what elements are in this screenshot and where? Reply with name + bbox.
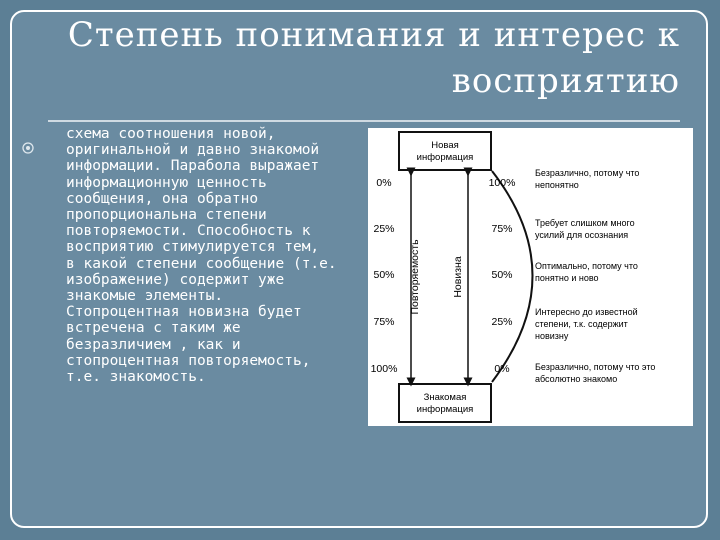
left-tick-label: 25% [373, 223, 395, 235]
left-tick-label: 0% [376, 177, 392, 189]
right-axis-label: Новизна [452, 256, 464, 298]
body-line: информационную ценность [66, 174, 267, 191]
diagram-note-line: Интересно до известной [535, 307, 638, 317]
diagram-note-line: новизну [535, 331, 569, 341]
diagram [368, 128, 693, 426]
left-tick-label: 100% [370, 363, 398, 375]
body-line: сообщения, она обратно [66, 190, 259, 207]
top-box-line-1: Новая [431, 140, 459, 151]
bottom-box-line-1: Знакомая [423, 392, 467, 403]
right-tick-label: 50% [491, 269, 513, 281]
body-line: т.е. знакомость. [66, 369, 206, 386]
left-tick-label: 75% [373, 316, 395, 328]
right-tick-label: 0% [494, 363, 510, 375]
body-text [66, 126, 378, 385]
body-line: повторяемости. Способность к [66, 223, 311, 240]
diagram-note-line: абсолютно знакомо [535, 374, 618, 384]
diagram-note-line: Требует слишком много [535, 218, 635, 228]
top-box-line-2: информация [416, 152, 474, 163]
body-line: изображение) содержит уже [66, 271, 285, 288]
diagram-note-line: Безразлично, потому что это [535, 362, 656, 372]
left-axis-label: Повторяемость [409, 239, 421, 315]
diagram-note-line: понятно и ново [535, 273, 599, 283]
body-line: пропорциональна степени [66, 207, 267, 224]
body-line: стопроцентная повторяемость, [66, 352, 311, 369]
diagram-svg [368, 128, 693, 426]
bottom-box-line-2: информация [416, 404, 474, 415]
body-line: восприятию стимулируется тем, [66, 239, 320, 256]
title-divider [48, 120, 680, 122]
body-line: безразличием , как и [66, 336, 241, 353]
diagram-note-line: Безразлично, потому что [535, 168, 640, 178]
diagram-note-line: усилий для осознания [535, 230, 629, 240]
diagram-note-line: Оптимально, потому что [535, 261, 638, 271]
right-tick-label: 75% [491, 223, 513, 235]
right-tick-label: 25% [491, 316, 513, 328]
body-line: Стопроцентная новизна будет [66, 304, 302, 321]
diagram-note-line: непонятно [535, 180, 579, 190]
title-line-1: Степень понимания и интерес к [67, 15, 680, 55]
top-box [399, 132, 491, 170]
bullet-icon [20, 140, 36, 156]
body-line: оригинальной и давно знакомой [66, 142, 320, 159]
right-tick-label: 100% [488, 177, 516, 189]
slide-title [60, 12, 680, 104]
body-line: схема соотношения новой, [66, 126, 276, 142]
body-line: в какой степени сообщение (т.е. [66, 255, 337, 272]
diagram-note-line: степени, т.к. содержит [535, 319, 628, 329]
body-line: информации. Парабола выражает [66, 158, 320, 175]
body-line: знакомые элементы. [66, 288, 224, 305]
title-line-2: восприятию [451, 61, 680, 101]
left-tick-label: 50% [373, 269, 395, 281]
body-line: встречена с таким же [66, 320, 241, 337]
bottom-box [399, 384, 491, 422]
